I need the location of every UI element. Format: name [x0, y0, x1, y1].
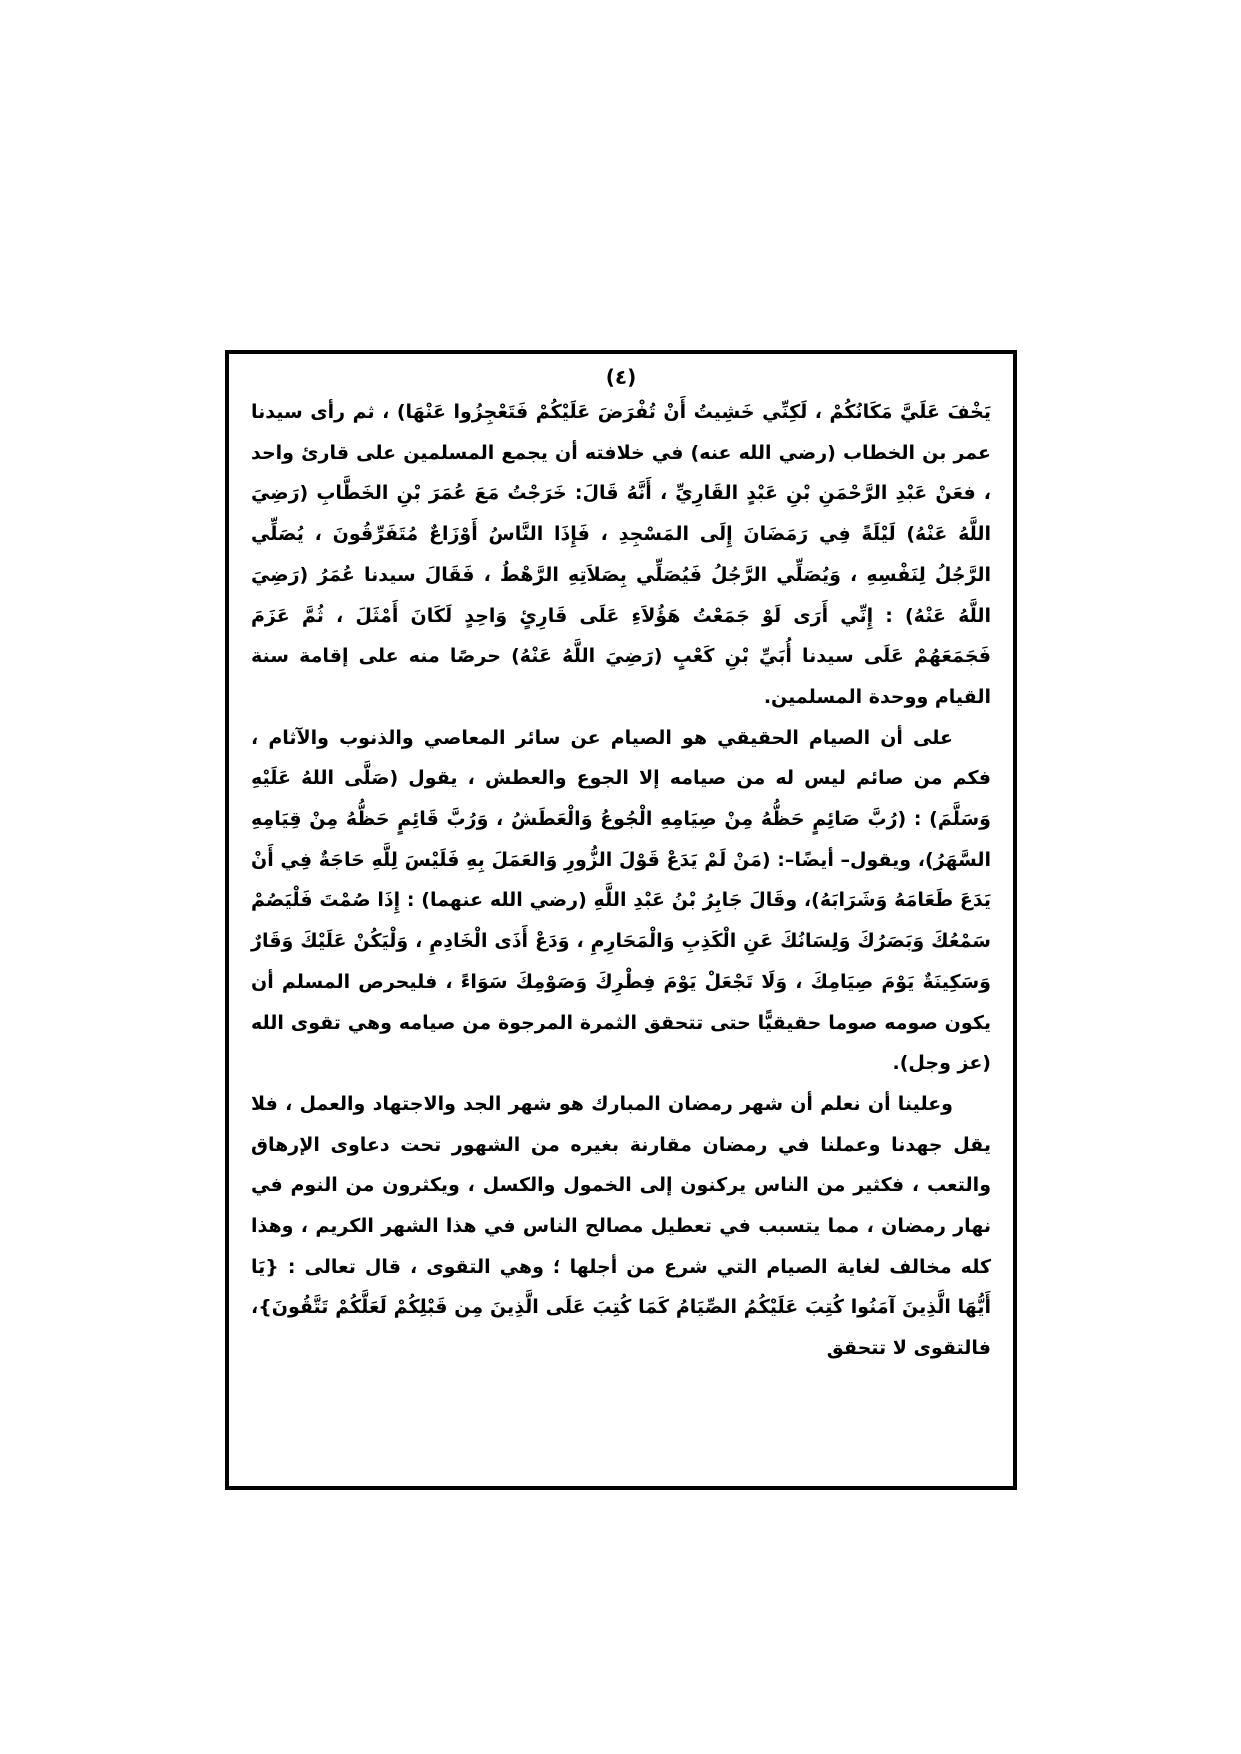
paragraph-true-fasting: على أن الصيام الحقيقي هو الصيام عن سائر المعاصي والذنوب والآثام ، فكم من صائم ليس له من صيامه إلا الجوع والعطش ، يقول (صَلَّى اللهُ عَلَيْهِ وَسَلَّمَ) : (رُبَّ صَائِمٍ حَظُّهُ مِنْ صِيَامِهِ الْجُوعُ وَالْعَطَشُ ، وَرُبَّ قَائِمٍ حَظُّهُ مِنْ قِيَامِهِ السَّهَرُ)، ويقول– أيضًا–: (مَنْ لَمْ يَدَعْ قَوْلَ الزُّورِ وَالعَمَلَ بِهِ فَلَيْسَ لِلَّهِ حَاجَةٌ فِي أَنْ يَدَعَ طَعَامَهُ وَشَرَابَهُ)، وقَالَ جَابِرُ بْنُ عَبْدِ اللَّهِ (رضي الله عنهما) : إِذَا صُمْتَ فَلْيَصُمْ سَمْعُكَ وَبَصَرُكَ وَلِسَانُكَ عَنِ الْكَذِبِ وَالْمَحَارِمِ ، وَدَعْ أَذَى الْخَادِمِ ، وَلْيَكُنْ عَلَيْكَ وَقَارٌ وَسَكِينَةٌ يَوْمَ صِيَامِكَ ، وَلَا تَجْعَلْ يَوْمَ فِطْرِكَ وَصَوْمِكَ سَوَاءً ، فليحرص المسلم أن يكون صومه صوما حقيقيًّا حتى تتحقق الثمرة المرجوة من صيامه وهي تقوى الله (عز وجل).	[251, 726, 991, 1075]
paragraph-taraweeh-umar: يَخْفَ عَلَيَّ مَكَانُكُمْ ، لَكِنِّي خَشِيتُ أَنْ تُفْرَضَ عَلَيْكُمْ فَتَعْجِزُوا عَنْهَا) ، ثم رأى سيدنا عمر بن الخطاب (رضي الله عنه) في خلافته أن يجمع المسلمين على قارئ واحد ، فعَنْ عَبْدِ الرَّحْمَنِ بْنِ عَبْدٍ القَارِيِّ ، أَنَّهُ قَالَ: خَرَجْتُ مَعَ عُمَرَ بْنِ الخَطَّابِ (رَضِيَ اللَّهُ عَنْهُ) لَيْلَةً فِي رَمَضَانَ إِلَى المَسْجِدِ ، فَإِذَا النَّاسُ أَوْزَاعٌ مُتَفَرِّقُونَ ، يُصَلِّي الرَّجُلُ لِنَفْسِهِ ، وَيُصَلِّي الرَّجُلُ فَيُصَلِّي بِصَلاَتِهِ الرَّهْطُ ، فَقَالَ سيدنا عُمَرُ (رَضِيَ اللَّهُ عَنْهُ) : إِنِّي أَرَى لَوْ جَمَعْتُ هَؤُلاَءِ عَلَى قَارِئٍ وَاحِدٍ لَكَانَ أَمْثَلَ ، ثُمَّ عَزَمَ فَجَمَعَهُمْ عَلَى سيدنا أُبَيِّ بْنِ كَعْبٍ (رَضِيَ اللَّهُ عَنْهُ) حرصًا منه على إقامة سنة القيام ووحدة المسلمين.	[251, 401, 991, 708]
paragraph-month-of-effort: وعلينا أن نعلم أن شهر رمضان المبارك هو شهر الجد والاجتهاد والعمل ، فلا يقل جهدنا وعملنا في رمضان مقارنة بغيره من الشهور تحت دعاوى الإرهاق والتعب ، فكثير من الناس يركنون إلى الخمول والكسل ، ويكثرون من النوم في نهار رمضان ، مما يتسبب في تعطيل مصالح الناس في هذا الشهر الكريم ، وهذا كله مخالف لغاية الصيام التي شرع من أجلها ؛ وهي التقوى ، قال تعالى : {يَا أَيُّهَا الَّذِينَ آمَنُوا كُتِبَ عَلَيْكُمُ الصِّيَامُ كَمَا كُتِبَ عَلَى الَّذِينَ مِن قَبْلِكُمْ لَعَلَّكُمْ تَتَّقُونَ}، فالتقوى لا تتحقق	[251, 1092, 991, 1360]
page-number: (٤)	[605, 365, 637, 389]
page-frame	[225, 350, 1017, 1490]
